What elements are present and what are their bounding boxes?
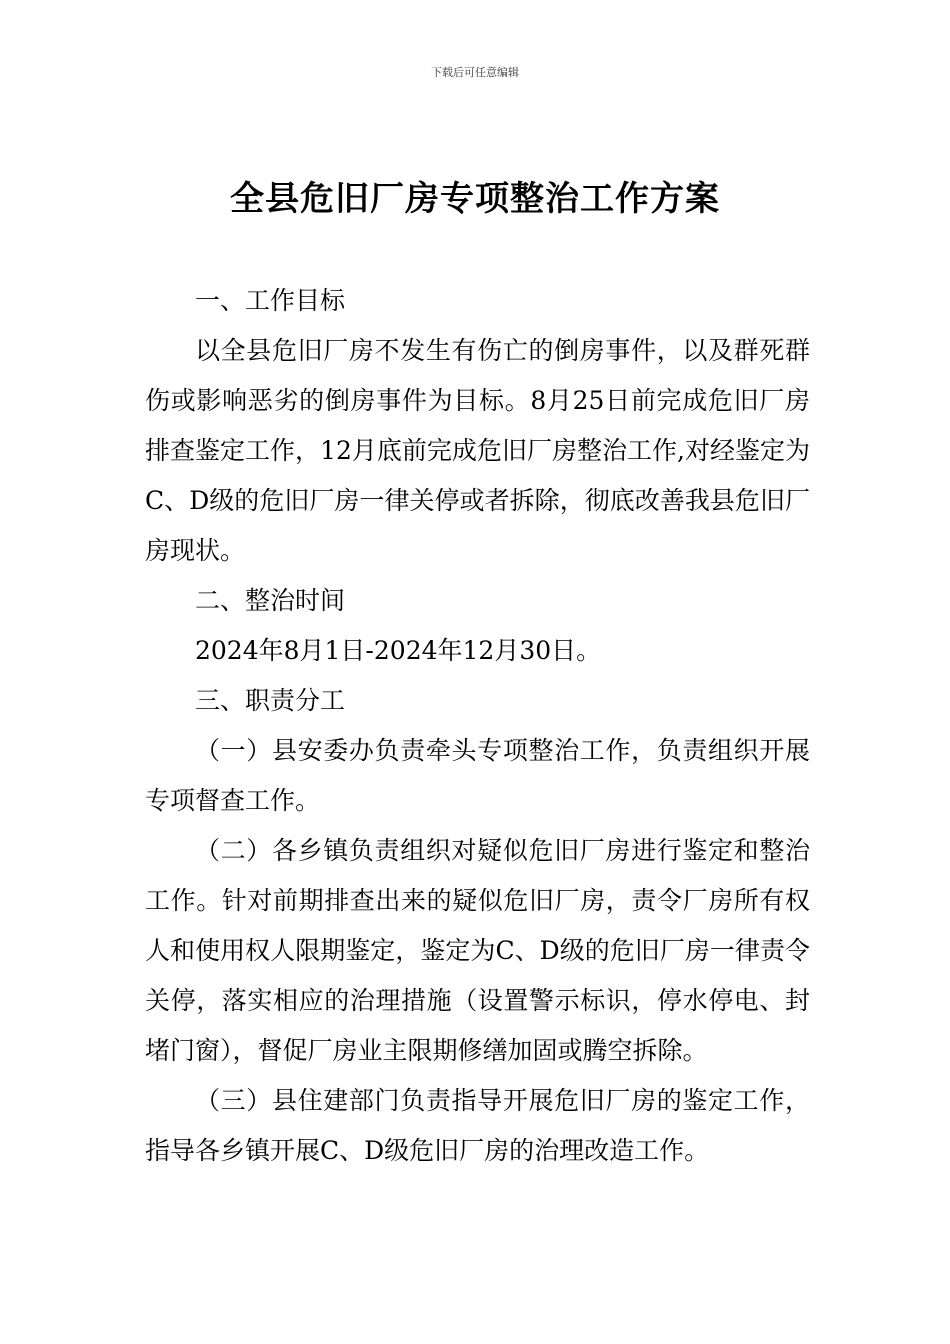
paragraph-goals: 以全县危旧厂房不发生有伤亡的倒房事件，以及群死群伤或影响恶劣的倒房事件为目标。8月25日前完成危旧厂房排查鉴定工作，12月底前完成危旧厂房整治工作,对经鉴定为C、D级的危旧厂房一律关停或者拆除，彻底改善我县危旧厂房现状。: [145, 336, 810, 565]
section-heading-responsibilities: 三、职责分工: [195, 686, 346, 715]
paragraph-responsibility-2: （二）各乡镇负责组织对疑似危旧厂房进行鉴定和整治工作。针对前期排查出来的疑似危旧厂房，责令厂房所有权人和使用权人限期鉴定，鉴定为C、D级的危旧厂房一律责令关停，落实相应的治理措施（设置警示标识，停水停电、封堵门窗），督促厂房业主限期修缮加固或腾空拆除。: [145, 836, 810, 1065]
section-heading-goals: 一、工作目标: [195, 286, 346, 315]
document-title: 全县危旧厂房专项整治工作方案: [230, 179, 720, 219]
paragraph-responsibility-3: （三）县住建部门负责指导开展危旧厂房的鉴定工作，指导各乡镇开展C、D级危旧厂房的治理改造工作。: [145, 1086, 810, 1165]
paragraph-responsibility-1: （一）县安委办负责牵头专项整治工作，负责组织开展专项督查工作。: [145, 736, 810, 815]
header-note: 下载后可任意编辑: [431, 66, 519, 79]
paragraph-timeline: 2024年8月1日-2024年12月30日。: [195, 636, 602, 665]
document-body: [145, 276, 810, 1176]
section-heading-timeline: 二、整治时间: [195, 586, 346, 615]
